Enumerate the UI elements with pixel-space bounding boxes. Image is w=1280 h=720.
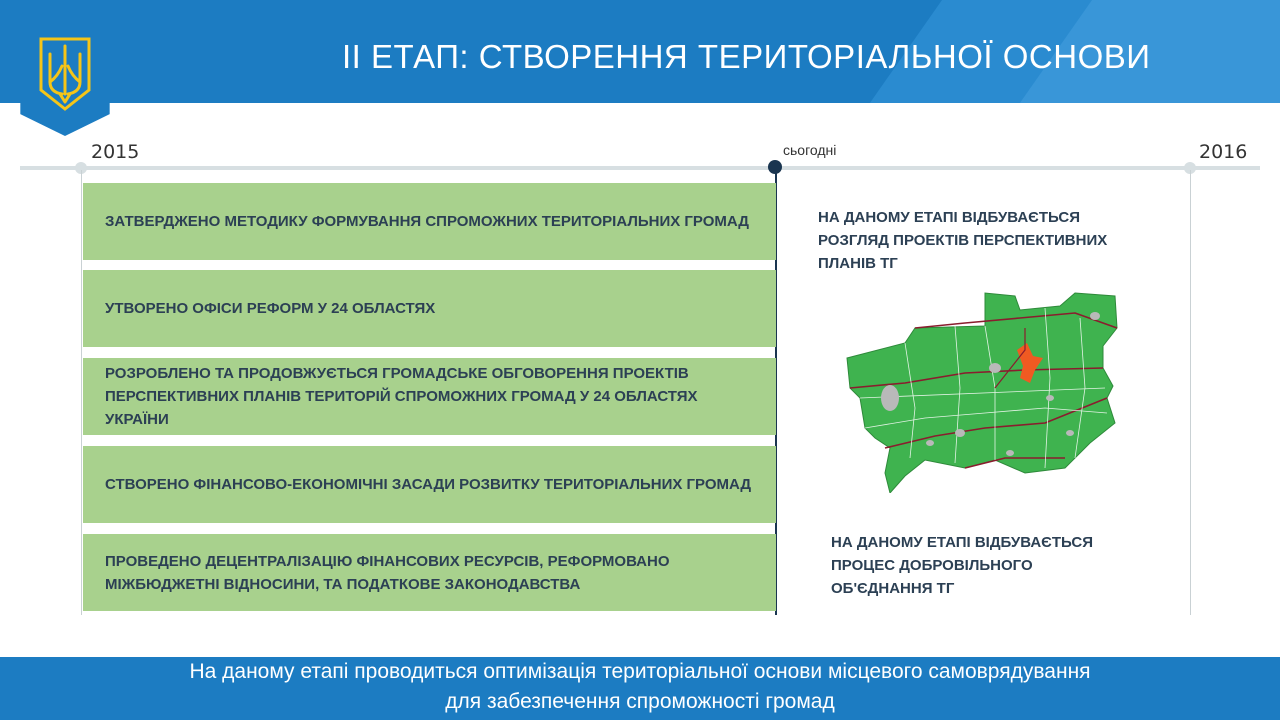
timeline-end-line	[1190, 170, 1191, 615]
timeline-start-year: 2015	[91, 141, 140, 163]
community-map	[845, 288, 1120, 493]
header-bar	[0, 0, 1280, 103]
timeline-start-line	[81, 170, 82, 615]
achievement-item: СТВОРЕНО ФІНАНСОВО-ЕКОНОМІЧНІ ЗАСАДИ РОЗВИТКУ ТЕРИТОРІАЛЬНИХ ГРОМАД	[83, 446, 776, 523]
footer-banner	[0, 657, 1280, 720]
timeline-axis	[20, 166, 1260, 170]
current-stage-top-text: НА ДАНОМУ ЕТАПІ ВІДБУВАЄТЬСЯ РОЗГЛЯД ПРОЕКТІВ ПЕРСПЕКТИВНИХ ПЛАНІВ ТГ	[818, 209, 1108, 272]
timeline-today-label: сьогодні	[783, 142, 837, 158]
current-stage-bottom-text: НА ДАНОМУ ЕТАПІ ВІДБУВАЄТЬСЯ ПРОЦЕС ДОБРОВІЛЬНОГО ОБ'ЄДНАННЯ ТГ	[831, 534, 1094, 597]
page-title: ІІ ЕТАП: СТВОРЕННЯ ТЕРИТОРІАЛЬНОЇ ОСНОВИ	[342, 38, 1151, 75]
trident-icon	[38, 36, 92, 112]
footer-line-1: На даному етапі проводиться оптимізація територіальної основи місцевого самоврядування	[189, 660, 1091, 683]
achievement-item: УТВОРЕНО ОФІСИ РЕФОРМ У 24 ОБЛАСТЯХ	[83, 270, 776, 347]
timeline-end-year: 2016	[1199, 141, 1248, 163]
achievement-item: ЗАТВЕРДЖЕНО МЕТОДИКУ ФОРМУВАННЯ СПРОМОЖНИХ ТЕРИТОРІАЛЬНИХ ГРОМАД	[83, 183, 776, 260]
achievement-item: ПРОВЕДЕНО ДЕЦЕНТРАЛІЗАЦІЮ ФІНАНСОВИХ РЕСУРСІВ, РЕФОРМОВАНО МІЖБЮДЖЕТНІ ВІДНОСИНИ, ТА ПОДАТКОВЕ ЗАКОНОДАВСТВА	[83, 534, 776, 611]
footer-line-2: для забезпечення спроможності громад	[445, 690, 835, 713]
achievement-item: РОЗРОБЛЕНО ТА ПРОДОВЖУЄТЬСЯ ГРОМАДСЬКЕ ОБГОВОРЕННЯ ПРОЕКТІВ ПЕРСПЕКТИВНИХ ПЛАНІВ ТЕРИТОРІЙ СПРОМОЖНИХ ГРОМАД У 24 ОБЛАСТЯХ УКРАЇНИ	[83, 358, 776, 435]
